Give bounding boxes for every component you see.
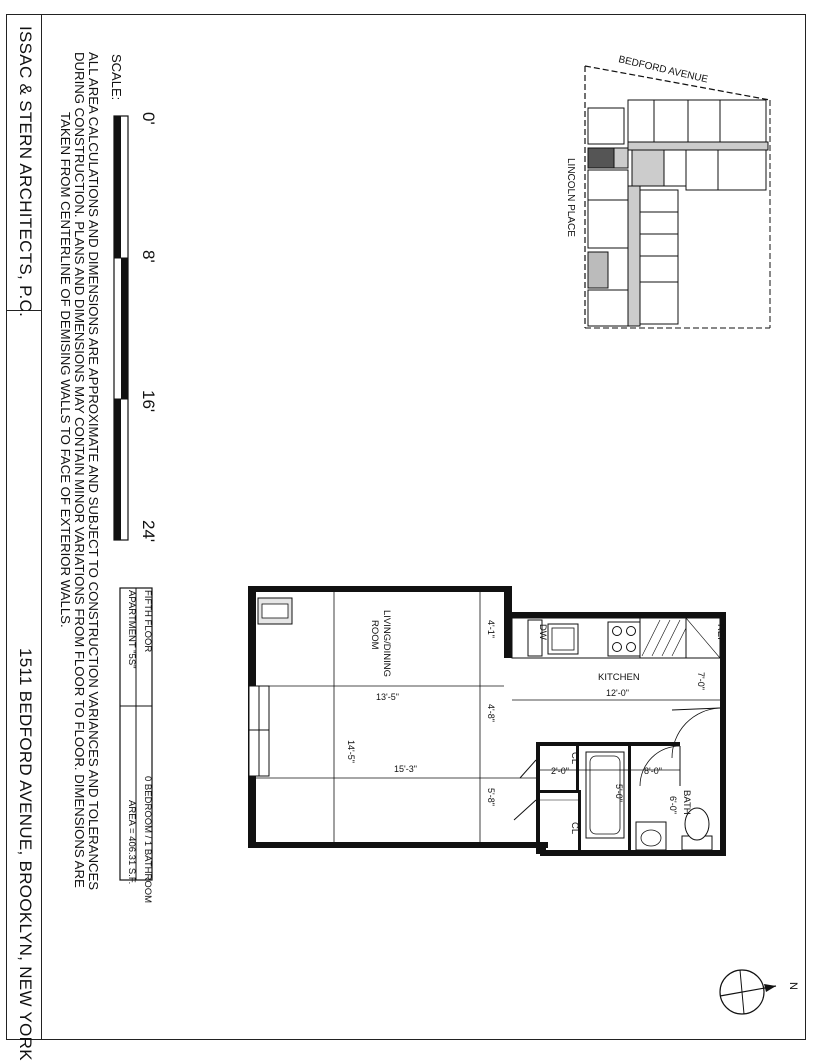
note-line-1: ALL AREA CALCULATIONS AND DIMENSIONS ARE APPROXIMATE AND SUBJECT TO CONSTRUCTION VARIANCES AND TOLERANCES <box>86 52 101 891</box>
scale-mark-8: 8' <box>139 250 158 263</box>
closet-label-2: CL <box>569 822 580 835</box>
firm-name: ISSAC & STERN ARCHITECTS, P.C. <box>16 26 35 318</box>
dim-living-width-a: 13'-5" <box>376 692 399 702</box>
room-label-kitchen: KITCHEN <box>598 672 640 683</box>
closet-label-1: CL <box>569 752 580 765</box>
dim-wall-c: 5'-8" <box>486 788 496 806</box>
apartment-label: APARTMENT "5S" <box>126 590 137 669</box>
scale-mark-16: 16' <box>139 390 158 413</box>
room-label-living-2: ROOM <box>369 620 380 650</box>
street-bedford-avenue: BEDFORD AVENUE <box>617 54 709 86</box>
north-arrow <box>720 970 776 1014</box>
scale-mark-0: 0' <box>139 112 158 125</box>
note-line-3: TAKEN FROM CENTERLINE OF DEMISING WALLS TO FACE OF EXTERIOR WALLS. <box>58 112 73 628</box>
scale-bar <box>114 116 128 540</box>
fixture-label-dw: DW <box>537 624 548 640</box>
dim-bath-length: 8'-0" <box>644 766 662 776</box>
north-label: N <box>787 982 799 990</box>
note-line-2: DURING CONSTRUCTION. PLANS AND DIMENSIONS MAY CONTAIN MINOR VARIATIONS FROM FLOOR TO FLOOR. DIMENSIONS ARE <box>72 52 87 888</box>
dim-bath-width: 6'-0" <box>668 796 678 814</box>
fixture-label-ref: REF <box>715 624 726 643</box>
dim-wall-a: 4'-1" <box>486 620 496 638</box>
area-label: AREA = 406.31 S.F. <box>126 800 137 885</box>
floor-label: FIFTH FLOOR <box>142 590 153 653</box>
unit-info-box <box>120 588 153 903</box>
bedroom-count: 0 BEDROOM / 1 BATHROOM <box>142 776 153 904</box>
dim-living-width-b: 15'-3" <box>394 764 417 774</box>
dim-closet-depth: 2'-0" <box>551 766 569 776</box>
room-label-living: LIVING/DINING <box>381 610 392 678</box>
room-label-bath: BATH <box>681 790 692 815</box>
dim-kitchen-length: 12'-0" <box>606 688 629 698</box>
street-lincoln-place: LINCOLN PLACE <box>565 158 576 237</box>
project-address: 1511 BEDFORD AVENUE, BROOKLYN, NEW YORK <box>16 648 35 1061</box>
key-plan <box>565 54 770 328</box>
scale-mark-24: 24' <box>139 520 158 543</box>
dim-wall-b: 4'-8" <box>486 704 496 722</box>
dim-living-depth: 14'-5" <box>346 740 356 763</box>
dim-tub-length: 5'-0" <box>614 784 624 802</box>
dim-kitchen-width: 7'-0" <box>696 672 706 690</box>
scale-label: SCALE: <box>109 54 124 101</box>
